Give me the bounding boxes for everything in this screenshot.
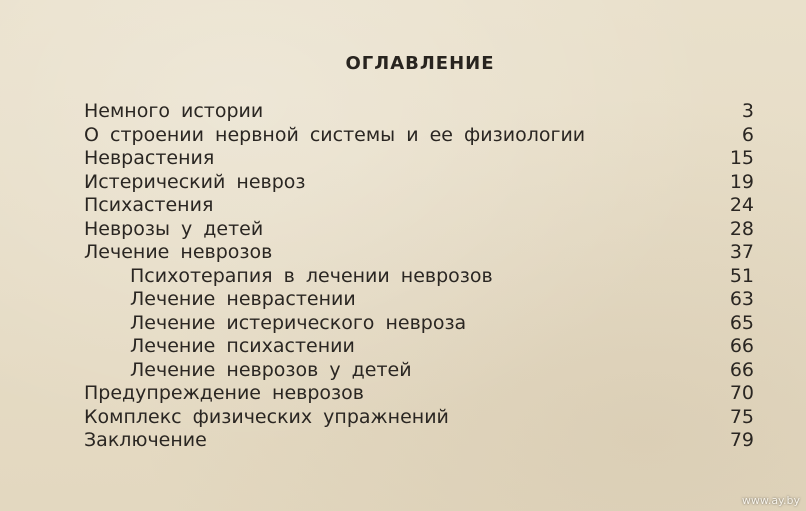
toc-entry-page-number: 65: [729, 311, 754, 334]
toc-entry: [84, 382, 754, 406]
toc-entry-label: Психотерапия в лечении неврозов: [130, 264, 493, 287]
table-of-contents: [84, 100, 754, 453]
toc-entry-page-number: 79: [729, 429, 754, 451]
toc-entry-page-number: 66: [729, 358, 754, 381]
toc-entry: [84, 265, 754, 289]
toc-entry: [84, 335, 754, 359]
toc-entry-page-number: 15: [729, 147, 754, 169]
toc-entry-page-number: 51: [729, 264, 754, 287]
toc-entry-label: Лечение неврозов: [84, 241, 273, 263]
toc-entry-label: Заключение: [84, 429, 207, 451]
toc-entry: [84, 194, 754, 218]
toc-entry-page-number: 66: [729, 335, 754, 357]
toc-entry: [84, 100, 754, 124]
toc-entry-label: Комплекс физических упражнений: [84, 405, 449, 428]
toc-entry-page-number: 63: [729, 288, 754, 310]
toc-entry-label: Лечение истерического невроза: [130, 311, 467, 334]
toc-entry-page-number: 28: [729, 217, 754, 240]
toc-entry-label: О строении нервной системы и ее физиологии: [84, 123, 586, 146]
toc-entry-label: Истерический невроз: [84, 170, 306, 193]
toc-entry: [84, 241, 754, 265]
toc-entry: [84, 359, 754, 383]
toc-entry-label: Неврозы у детей: [84, 217, 264, 240]
toc-entry: [84, 429, 754, 453]
toc-entry: [84, 312, 754, 336]
toc-entry-label: Лечение психастении: [130, 335, 355, 357]
toc-entry: [84, 218, 754, 242]
toc-entry: [84, 147, 754, 171]
toc-entry-page-number: 75: [729, 405, 754, 428]
watermark: www.ay.by: [741, 494, 800, 507]
toc-entry-page-number: 37: [729, 241, 754, 263]
toc-entry-label: Лечение неврозов у детей: [130, 358, 412, 381]
toc-entry-label: Предупреждение неврозов: [84, 382, 364, 404]
toc-entry-page-number: 3: [741, 100, 754, 122]
toc-entry-label: Неврастения: [84, 147, 215, 169]
toc-entry-page-number: 24: [729, 194, 754, 216]
toc-entry-page-number: 6: [741, 123, 754, 146]
toc-entry: [84, 288, 754, 312]
toc-entry-label: Лечение неврастении: [130, 288, 356, 310]
toc-entry-label: Немного истории: [84, 100, 264, 122]
toc-entry: [84, 171, 754, 195]
toc-entry: [84, 124, 754, 148]
toc-entry-page-number: 70: [729, 382, 754, 404]
page-title: ОГЛАВЛЕНИЕ: [345, 53, 495, 74]
toc-entry: [84, 406, 754, 430]
toc-entry-page-number: 19: [729, 170, 754, 193]
toc-entry-label: Психастения: [84, 194, 214, 216]
